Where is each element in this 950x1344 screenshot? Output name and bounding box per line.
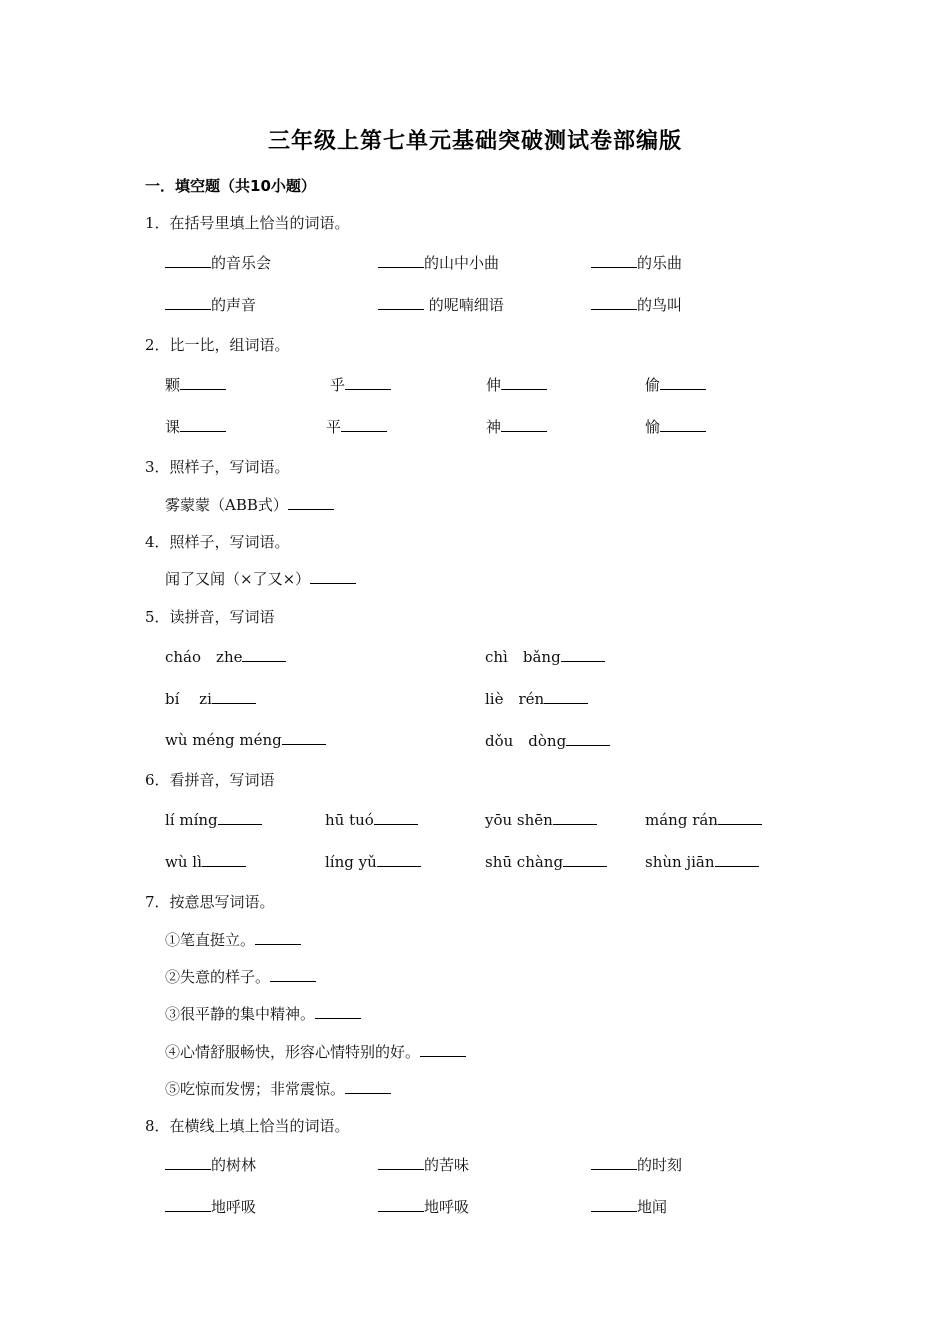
answer-blank[interactable] (315, 1004, 361, 1019)
answer-blank[interactable] (378, 295, 424, 310)
q1-item-1: 的音乐会 (165, 252, 271, 273)
answer-blank[interactable] (566, 731, 610, 746)
answer-blank[interactable] (718, 810, 762, 825)
answer-blank[interactable] (218, 810, 262, 825)
q6-item-3: yōu shēn (485, 810, 597, 829)
answer-blank[interactable] (553, 810, 597, 825)
q7-item-1: ①笔直挺立。 (165, 929, 301, 950)
q6-item-1: lí míng (165, 810, 262, 829)
answer-blank[interactable] (591, 295, 637, 310)
question-8-stem: 8．在横线上填上恰当的词语。 (145, 1117, 350, 1135)
q2-item-4: 偷 (645, 374, 706, 395)
answer-blank[interactable] (563, 852, 607, 867)
page-title: 三年级上第七单元基础突破测试卷部编版 (267, 129, 682, 154)
answer-blank[interactable] (660, 417, 706, 432)
q2-item-3: 伸 (486, 374, 547, 395)
q8-item-1: 的树林 (165, 1154, 256, 1175)
q2-item-6: 平 (326, 416, 387, 437)
answer-blank[interactable] (341, 417, 387, 432)
q6-item-6: líng yǔ (325, 852, 421, 871)
answer-blank[interactable] (345, 375, 391, 390)
section-heading: 一．填空题（共10小题） (145, 177, 316, 195)
answer-blank[interactable] (310, 569, 356, 584)
q1-item-4: 的声音 (165, 294, 256, 315)
answer-blank[interactable] (378, 1155, 424, 1170)
answer-blank[interactable] (270, 967, 316, 982)
q3-line: 雾蒙蒙（ABB式） (165, 494, 334, 515)
answer-blank[interactable] (591, 1155, 637, 1170)
answer-blank[interactable] (282, 730, 326, 745)
q5-item-4: liè rén (485, 688, 588, 709)
answer-blank[interactable] (377, 852, 421, 867)
answer-blank[interactable] (202, 852, 246, 867)
question-4-stem: 4．照样子，写词语。 (145, 533, 290, 551)
answer-blank[interactable] (501, 375, 547, 390)
answer-blank[interactable] (591, 253, 637, 268)
answer-blank[interactable] (242, 647, 286, 662)
answer-blank[interactable] (544, 689, 588, 704)
q6-item-7: shū chàng (485, 852, 607, 871)
question-5-stem: 5．读拼音，写词语 (145, 608, 275, 626)
answer-blank[interactable] (420, 1042, 466, 1057)
q4-line: 闻了又闻（×了又×） (165, 568, 356, 589)
q8-item-6: 地闻 (591, 1196, 667, 1217)
q8-item-3: 的时刻 (591, 1154, 682, 1175)
q7-item-5: ⑤吃惊而发愣；非常震惊。 (165, 1078, 391, 1099)
q6-item-2: hū tuó (325, 810, 418, 829)
answer-blank[interactable] (374, 810, 418, 825)
q2-item-7: 神 (486, 416, 547, 437)
answer-blank[interactable] (378, 253, 424, 268)
question-6-stem: 6．看拼音，写词语 (145, 771, 275, 789)
q1-item-5: 的呢喃细语 (378, 294, 504, 315)
answer-blank[interactable] (212, 689, 256, 704)
answer-blank[interactable] (165, 1155, 211, 1170)
q5-item-6: dǒu dòng (485, 730, 610, 751)
question-7-stem: 7．按意思写词语。 (145, 893, 275, 911)
answer-blank[interactable] (180, 375, 226, 390)
answer-blank[interactable] (501, 417, 547, 432)
answer-blank[interactable] (165, 295, 211, 310)
answer-blank[interactable] (561, 647, 605, 662)
q1-item-6: 的鸟叫 (591, 294, 682, 315)
question-1-stem: 1．在括号里填上恰当的词语。 (145, 214, 350, 232)
q6-item-8: shùn jiān (645, 852, 759, 871)
q5-item-2: chì bǎng (485, 646, 605, 667)
q6-item-4: máng rán (645, 810, 762, 829)
q8-item-2: 的苦味 (378, 1154, 469, 1175)
q2-item-8: 愉 (645, 416, 706, 437)
answer-blank[interactable] (660, 375, 706, 390)
q1-item-3: 的乐曲 (591, 252, 682, 273)
q7-item-4: ④心情舒服畅快，形容心情特别的好。 (165, 1041, 466, 1062)
q1-item-2: 的山中小曲 (378, 252, 499, 273)
q8-item-4: 地呼吸 (165, 1196, 256, 1217)
q2-item-1: 颗 (165, 374, 226, 395)
q8-item-5: 地呼吸 (378, 1196, 469, 1217)
q5-item-1: cháo zhe (165, 646, 286, 667)
answer-blank[interactable] (165, 1197, 211, 1212)
answer-blank[interactable] (715, 852, 759, 867)
answer-blank[interactable] (591, 1197, 637, 1212)
q2-item-2: 乎 (330, 374, 391, 395)
answer-blank[interactable] (180, 417, 226, 432)
q5-item-5: wù méng méng (165, 730, 326, 749)
answer-blank[interactable] (288, 495, 334, 510)
q5-item-3: bí zi (165, 688, 256, 709)
question-2-stem: 2．比一比，组词语。 (145, 336, 290, 354)
answer-blank[interactable] (255, 930, 301, 945)
q7-item-2: ②失意的样子。 (165, 966, 316, 987)
answer-blank[interactable] (345, 1079, 391, 1094)
q7-item-3: ③很平静的集中精神。 (165, 1003, 361, 1024)
answer-blank[interactable] (165, 253, 211, 268)
q6-item-5: wù lì (165, 852, 246, 871)
q2-item-5: 课 (165, 416, 226, 437)
question-3-stem: 3．照样子，写词语。 (145, 458, 290, 476)
answer-blank[interactable] (378, 1197, 424, 1212)
